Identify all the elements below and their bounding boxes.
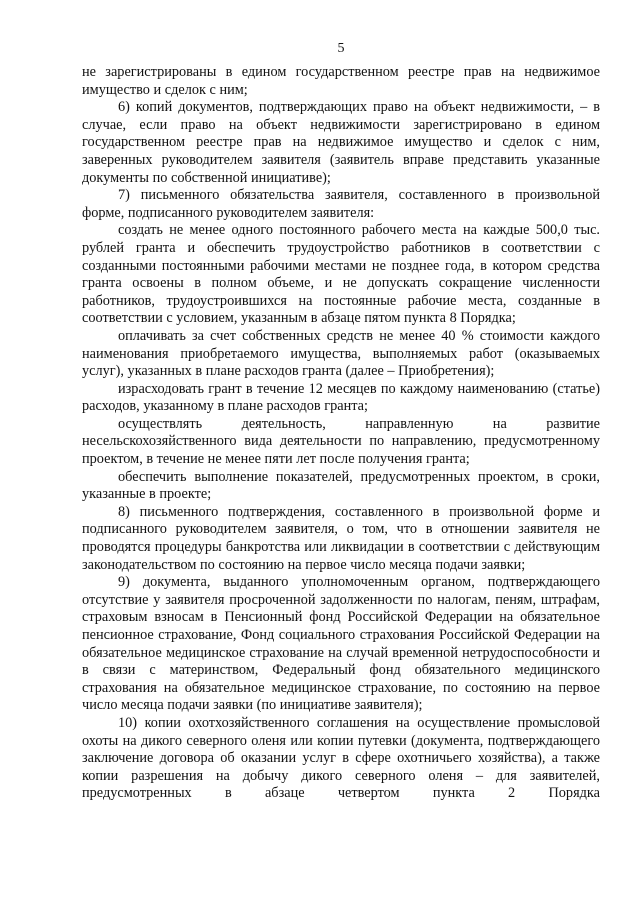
paragraph-obligation-activity: осуществлять деятельность, направленную на развитие несельскохозяйственного вида деятельности по направлению, предусмотренному проектом, в течение не менее пяти лет после получения гранта; (82, 415, 600, 468)
paragraph-obligation-funding: оплачивать за счет собственных средств не менее 40 % стоимости каждого наименования приобретаемого имущества, выполняемых работ (оказываемых услуг), указанных в плане расходов гранта (далее – Приобретения); (82, 327, 600, 380)
paragraph-item-8: 8) письменного подтверждения, составленного в произвольной форме и подписанного руководителем заявителя, о том, что в отношении заявителя не проводятся процедуры банкротства или ликвидации в соответствии с действующим законодательством по состоянию на первое число месяца подачи заявки; (82, 503, 600, 573)
paragraph-obligation-spend: израсходовать грант в течение 12 месяцев по каждому наименованию (статье) расходов, указанному в плане расходов гранта; (82, 380, 600, 415)
paragraph-item-10: 10) копии охотхозяйственного соглашения на осуществление промысловой охоты на дикого северного оленя или копии путевки (документа, подтверждающего заключение договора об оказании услуг в сфере охотничьего хозяйства), а также копии разрешения на добычу дикого северного оленя – для заявителей, предусмотренных в абзаце четвертом пункта 2 Порядка (82, 714, 600, 802)
paragraph-item-6: 6) копий документов, подтверждающих право на объект недвижимости, – в случае, если право на объект недвижимости зарегистрировано в едином государственном реестре прав на недвижимое имущество и сделок с ним, заверенных руководителем заявителя (заявитель вправе представить указанные документы по собственной инициативе); (82, 99, 600, 186)
paragraph-item-9: 9) документа, выданного уполномоченным органом, подтверждающего отсутствие у заявителя просроченной задолженности по налогам, пеням, штрафам, страховым взносам в Пенсионный фонд Российской Федерации на обязательное пенсионное страхование, Фонд социального страхования Российской Федерации на обязательное медицинское страхование на случай временной нетрудоспособности и в связи с материнством, Федеральный фонд обязательного медицинского страхования на обязательное медицинское страхование, по состоянию на первое число месяца подачи заявки (по инициативе заявителя); (82, 574, 600, 714)
page-number: 5 (337, 41, 345, 56)
paragraph-obligation-jobs: создать не менее одного постоянного рабочего места на каждые 500,0 тыс. рублей гранта и обеспечить трудоустройство работников в соответствии с созданными постоянными рабочими местами не позднее года, в котором средства гранта освоены в полном объеме, и не допускать сокращение численности работников, трудоустроившихся на постоянные рабочие места, созданные в соответствии с условием, указанным в абзаце пятом пункта 8 Порядка; (82, 222, 600, 327)
paragraph-continuation: не зарегистрированы в едином государственном реестре прав на недвижимое имущество и сделок с ним; (82, 64, 600, 98)
paragraph-item-7: 7) письменного обязательства заявителя, составленного в произвольной форме, подписанного руководителем заявителя: (82, 187, 600, 221)
paragraph-obligation-indicators: обеспечить выполнение показателей, предусмотренных проектом, в сроки, указанные в проекте; (82, 468, 600, 503)
